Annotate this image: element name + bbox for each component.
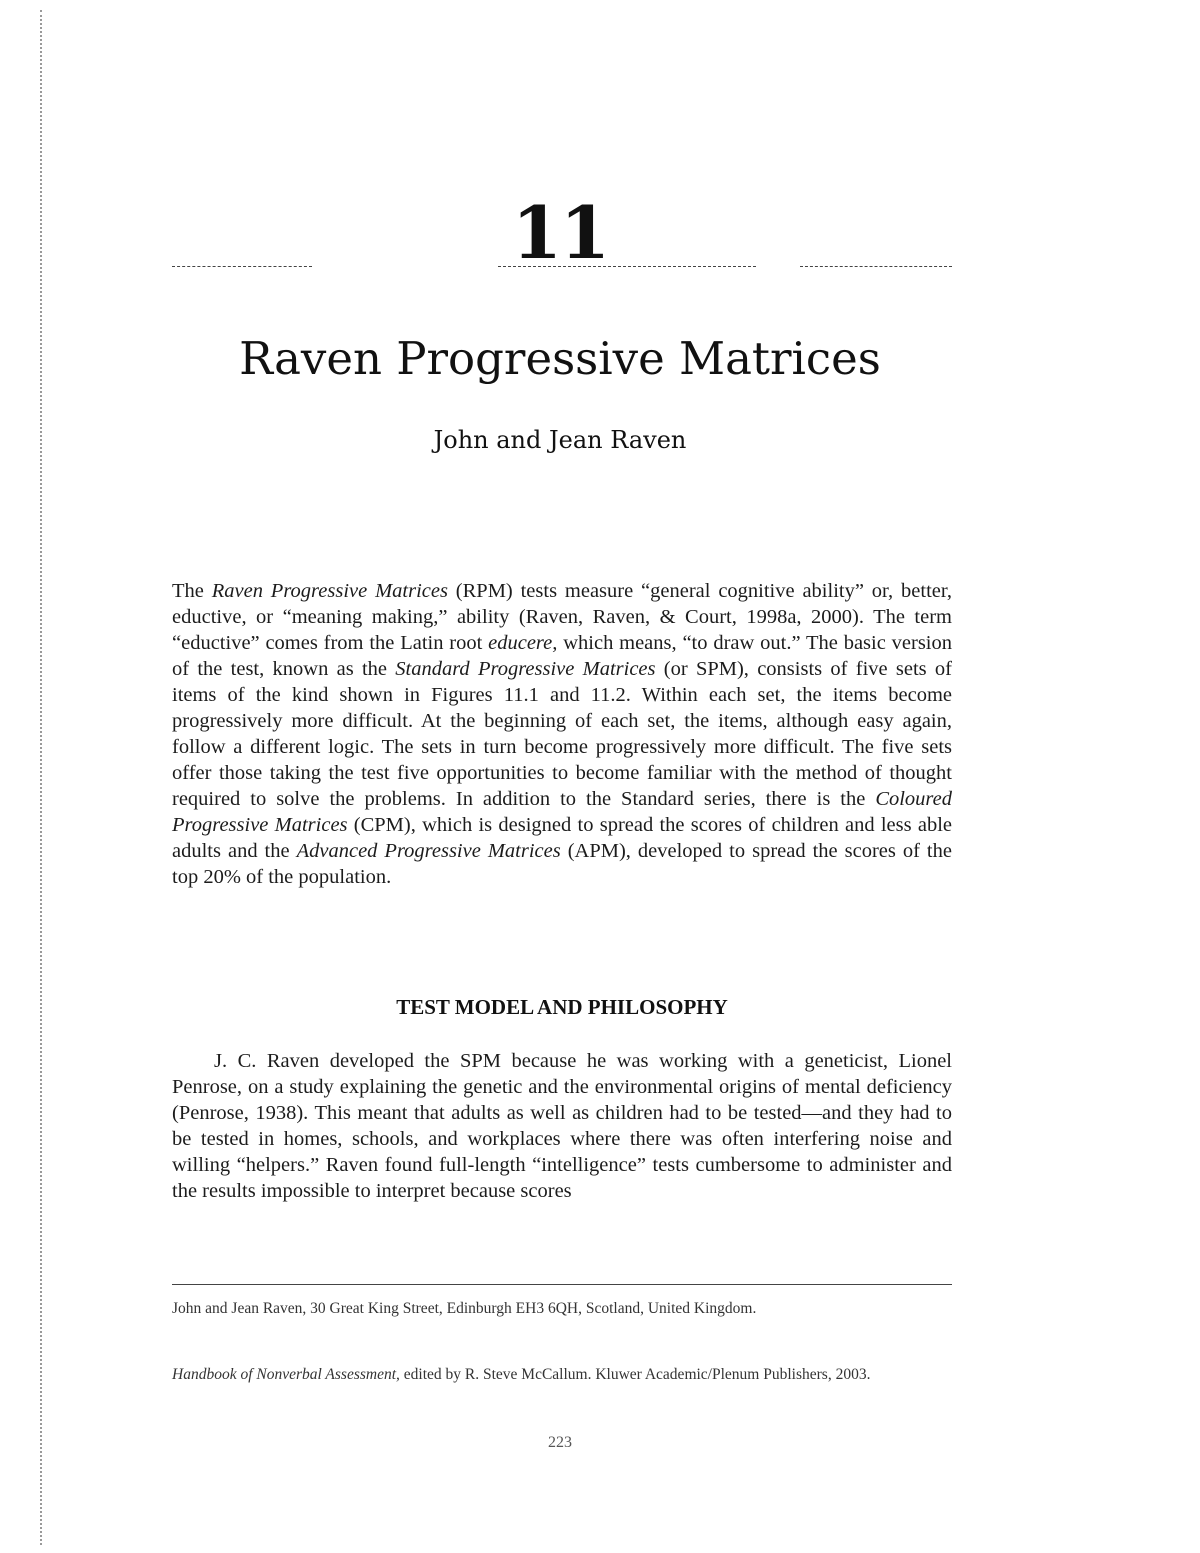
intro-paragraph xyxy=(172,578,952,890)
intro-text: (CPM), which is designed to spread the scores of children and less able adults and the xyxy=(172,814,952,862)
section-paragraph: J. C. Raven developed the SPM because he was working with a geneticist, Lionel Penrose, on a study explaining the genetic and the environmental origins of mental deficiency (Penrose, 1938). This meant that adults as well as children had to be tested—and they had to be tested in homes, schools, and workplaces where there was often interfering noise and willing “helpers.” Raven found full-length “intelligence” tests cumbersome to administer and the results impossible to interpret because scores xyxy=(172,1050,952,1202)
chapter-authors: John and Jean Raven xyxy=(433,426,687,454)
page-number: 223 xyxy=(548,1434,572,1451)
intro-emphasis: Raven Progressive Matrices xyxy=(211,580,448,602)
intro-emphasis: Standard Progressive Matrices xyxy=(395,658,656,680)
intro-text: The xyxy=(172,580,212,602)
footnote-source xyxy=(172,1364,952,1386)
footnote-source-rest: edited by R. Steve McCallum. Kluwer Academic/Plenum Publishers, 2003. xyxy=(399,1366,871,1383)
chapter-rule-left xyxy=(172,266,312,267)
intro-emphasis: Advanced Progressive Matrices xyxy=(296,840,561,862)
footnote-address: John and Jean Raven, 30 Great King Street, Edinburgh EH3 6QH, Scotland, United Kingdom. xyxy=(172,1300,757,1317)
intro-emphasis: Coloured Progressive Matrices xyxy=(172,788,952,836)
chapter-rule-right xyxy=(800,266,952,267)
intro-emphasis: educere, xyxy=(488,632,558,654)
chapter-rule-center xyxy=(498,266,756,267)
intro-text: (or SPM), consists of five sets of items of the kind shown in Figures 11.1 and 11.2. Within each set, the items become progressively more difficult. At the beginning of each set, the items, although easy again, follow a different logic. The sets in turn become progressively more difficult. The five sets offer those taking the test five opportunities to become familiar with the method of thought required to solve the problems. In addition to the Standard series, there is the xyxy=(172,658,952,810)
intro-text: which means, “to draw out.” The basic version of the test, known as the xyxy=(172,632,952,680)
intro-text: (RPM) tests measure “general cognitive ability” or, better, eductive, or “meaning making,” ability (Raven, Raven, & Court, 1998a, 2000). The term “eductive” comes from the Latin root xyxy=(172,580,952,654)
chapter-number: 11 xyxy=(511,190,609,275)
section-heading: TEST MODEL AND PHILOSOPHY xyxy=(396,995,728,1019)
intro-text: (APM), developed to spread the scores of the top 20% of the population. xyxy=(172,840,952,888)
footnote-source-title: Handbook of Nonverbal Assessment, xyxy=(172,1366,400,1383)
chapter-title: Raven Progressive Matrices xyxy=(239,332,881,385)
footnote-rule xyxy=(172,1284,952,1285)
